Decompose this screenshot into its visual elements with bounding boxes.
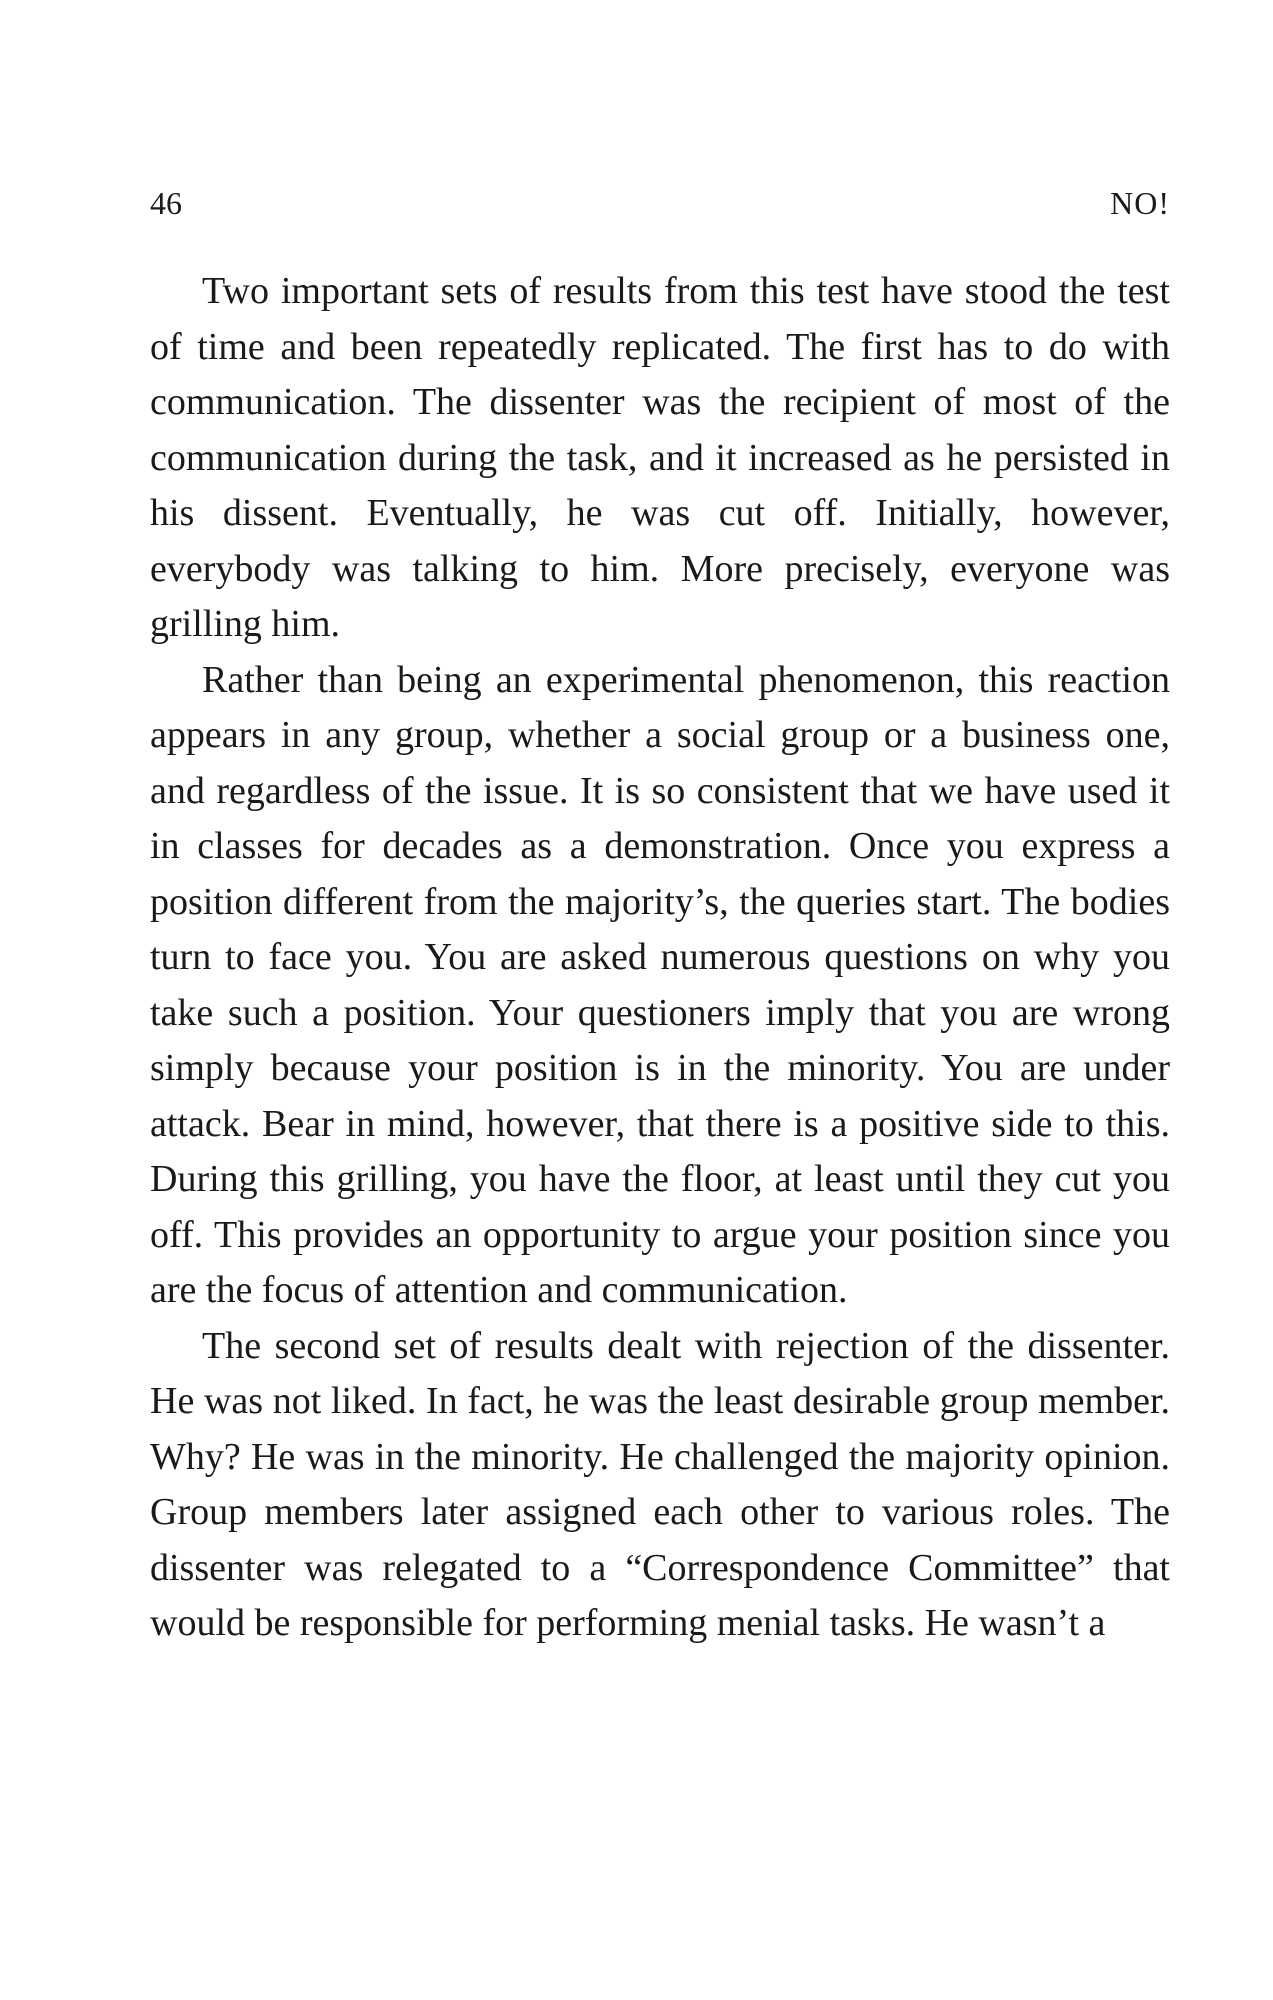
body-text <box>150 264 1170 1652</box>
paragraph-3: The second set of results dealt with rejection of the dissenter. He was not liked. In fact, he was the least desirable group member. Why? He was in the minority. He challenged the majority opinion. Group members later assigned each other to various roles. The dissenter was relegated to a “Correspondence Committee” that would be responsible for performing menial tasks. He wasn’t a <box>150 1324 1170 1644</box>
running-title: NO! <box>1110 185 1170 221</box>
paragraph-2: Rather than being an experimental phenomenon, this reaction appears in any group, whether a social group or a business one, and regardless of the issue. It is so consistent that we have used it in classes for decades as a demonstration. Once you express a position different from the majority’s, the queries start. The bodies turn to face you. You are asked numerous questions on why you take such a position. Your questioners imply that you are wrong simply because your position is in the minority. You are under attack. Bear in mind, however, that there is a positive side to this. During this grilling, you have the floor, at least until they cut you off. This provides an opportunity to argue your position since you are the focus of attention and communication. <box>150 658 1170 1311</box>
page-number: 46 <box>150 185 182 221</box>
paragraph-1: Two important sets of results from this test have stood the test of time and been repeatedly replicated. The first has to do with communication. The dissenter was the recipient of most of the communication during the task, and it increased as he persisted in his dissent. Eventually, he was cut off. Initially, however, everybody was talking to him. More precisely, everyone was grilling him. <box>150 270 1170 645</box>
running-head <box>150 178 1170 228</box>
